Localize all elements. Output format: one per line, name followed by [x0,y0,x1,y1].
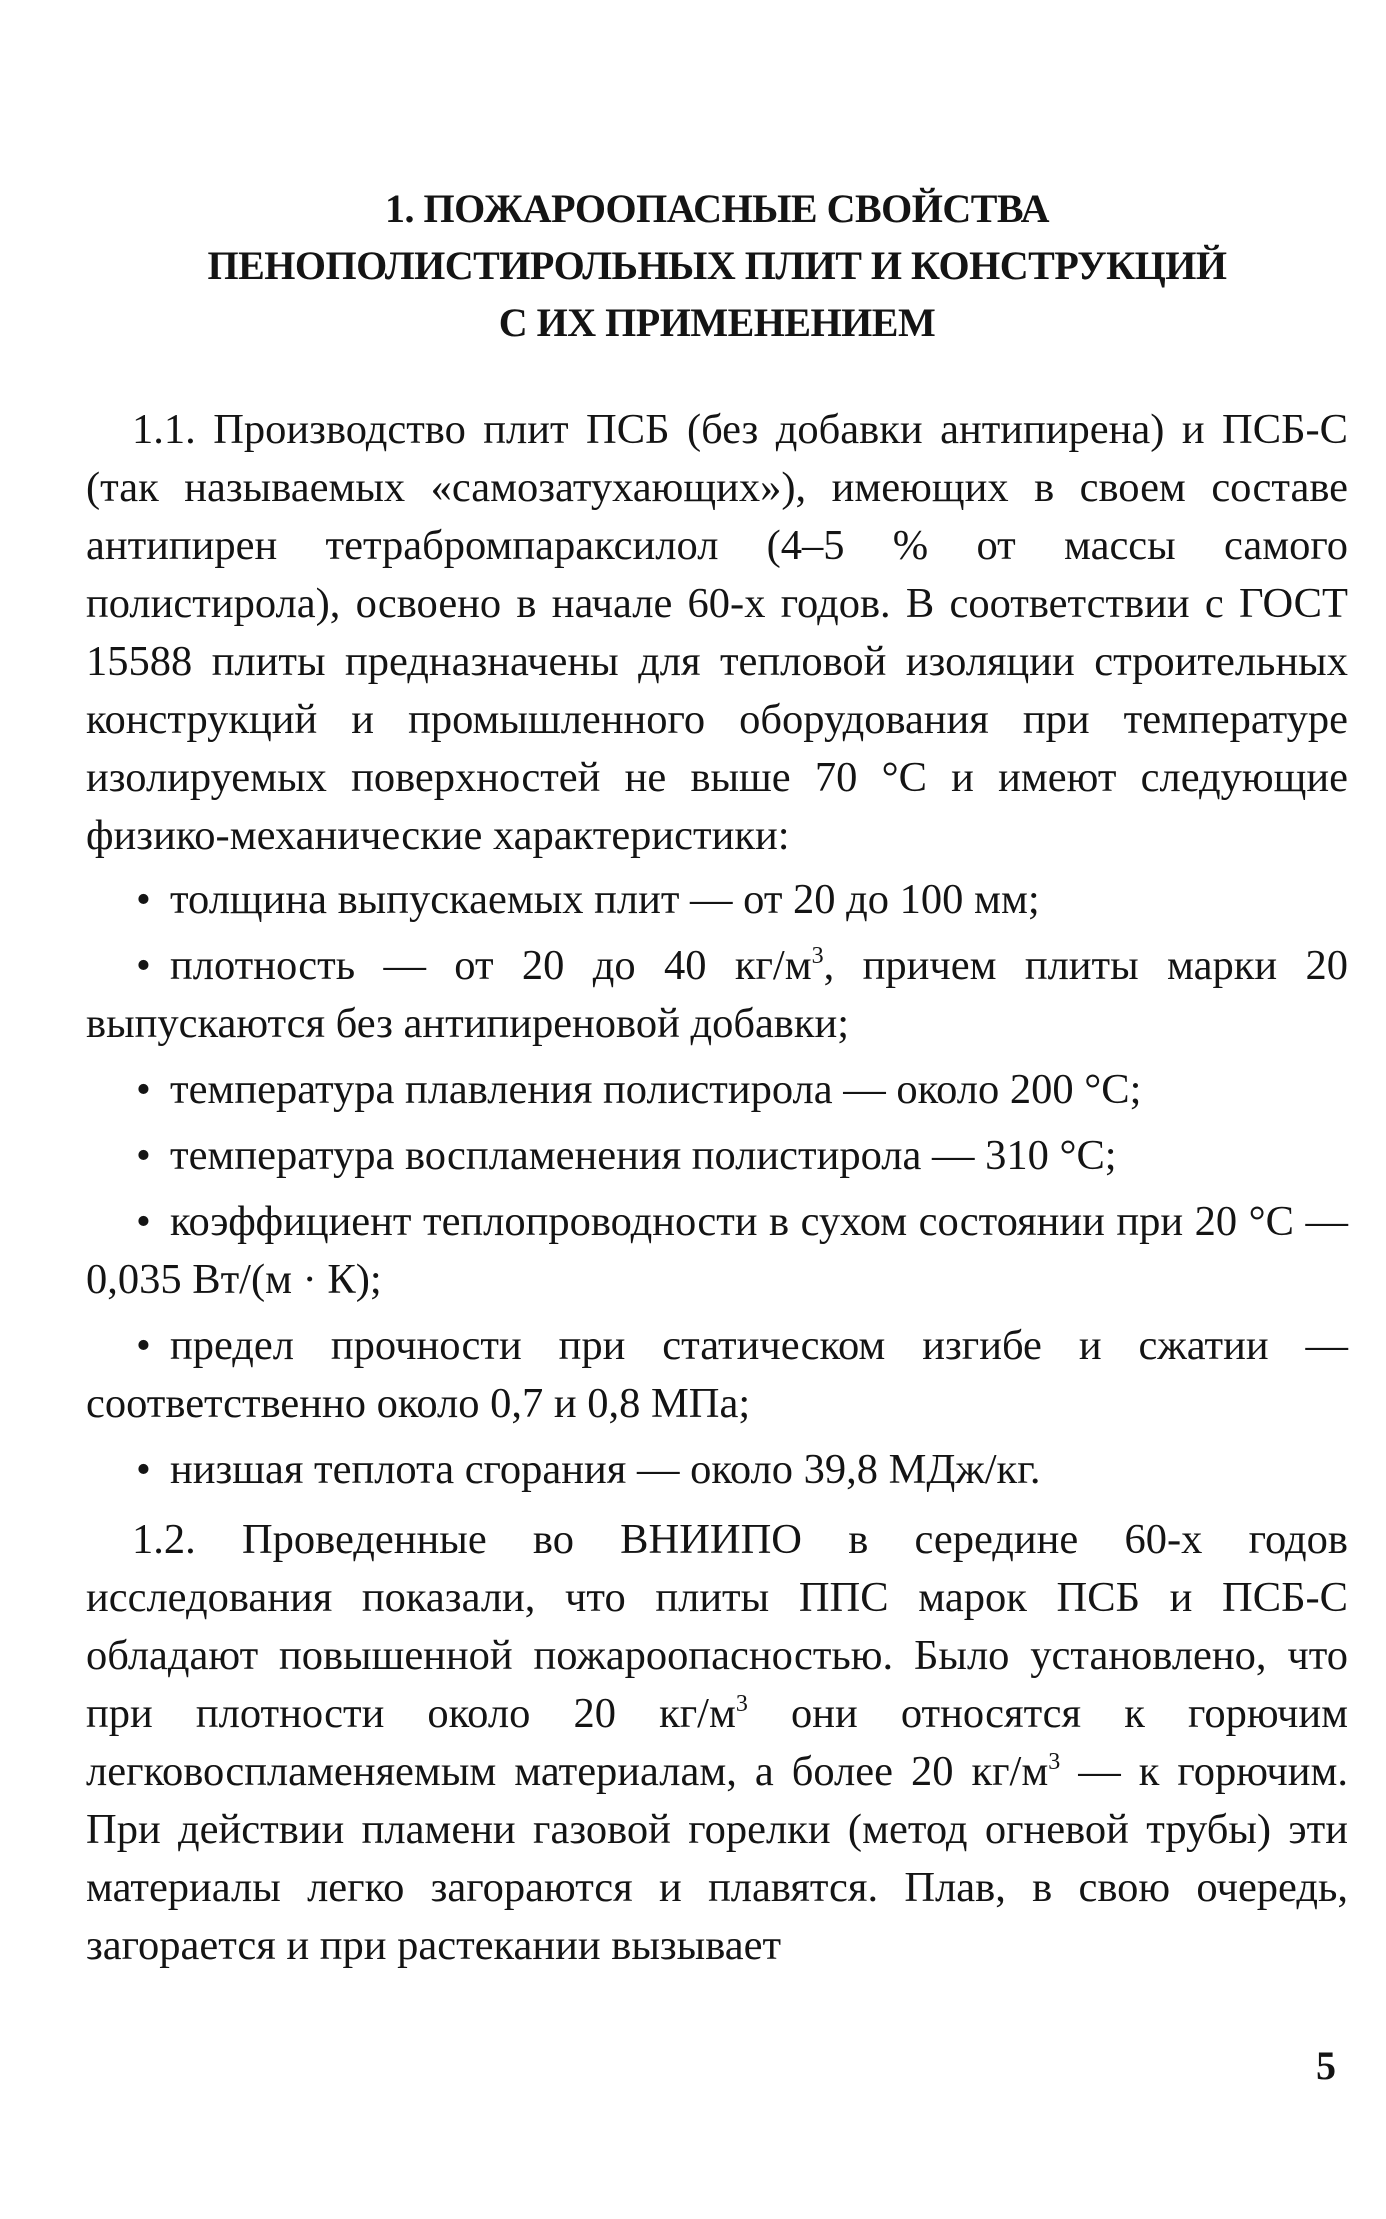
list-item-text: температура плавления полистирола — около 200 °С; [170,1066,1142,1113]
bullet-icon: • [136,1198,151,1245]
list-item [86,871,1348,929]
heading-line-1: 1. ПОЖАРООПАСНЫЕ СВОЙСТВА [385,186,1049,231]
list-item-text: , причем плиты марки 20 выпускаются без антипиреновой добавки; [86,942,1348,1047]
bullet-icon: • [136,876,151,923]
bullet-icon: • [136,1066,151,1113]
chapter-heading [86,180,1348,351]
document-page [86,180,1348,1975]
bullet-icon: • [136,1322,151,1369]
superscript: 3 [1048,1749,1061,1775]
paragraph-1-1: 1.1. Производство плит ПСБ (без добавки антипирена) и ПСБ-С (так называемых «самозатухающих»), имеющих в своем составе антипирен тетрабромпараксилол (4–5 % от массы самого полистирола), освоено в начале 60-х годов. В соответствии с ГОСТ 15588 плиты предназначены для тепловой изоляции строительных конструкций и промышленного оборудования при температуре изолируемых поверхностей не выше 70 °С и имеют следующие физико-механические характеристики: [86,406,1348,859]
list-item-text: низшая теплота сгорания — около 39,8 МДж/кг. [170,1446,1041,1493]
superscript: 3 [735,1691,748,1717]
list-item [86,1193,1348,1309]
list-item-text: коэффициент теплопроводности в сухом состоянии при 20 °С — 0,035 Вт/(м · К); [86,1198,1348,1303]
paragraph-text: 1.2. Проведенные во ВНИИПО в середине 60-х годов исследования показали, что плиты ППС марок ПСБ и ПСБ-С обладают повышенной пожароопасностью. Было установлено, что при плотности около 20 кг/м [86,1516,1348,1737]
list-item-text: температура воспламенения полистирола — 310 °С; [170,1132,1117,1179]
characteristics-list [86,871,1348,1499]
list-item [86,1127,1348,1185]
list-item-text: плотность — от 20 до 40 кг/м [170,942,812,989]
list-item [86,1441,1348,1499]
list-item-text: предел прочности при статическом изгибе и сжатии — соответственно около 0,7 и 0,8 МПа; [86,1322,1348,1427]
bullet-icon: • [136,942,151,989]
list-item [86,1061,1348,1119]
list-item-text: толщина выпускаемых плит — от 20 до 100 мм; [170,876,1040,923]
page-number: 5 [1316,2043,1336,2088]
heading-line-3: С ИХ ПРИМЕНЕНИЕМ [498,300,936,345]
list-item [86,937,1348,1053]
paragraph-text: они относятся к горючим легковоспламеняемым материалам, а более 20 кг/м [86,1690,1348,1795]
heading-line-2: ПЕНОПОЛИСТИРОЛЬНЫХ ПЛИТ И КОНСТРУКЦИЙ [207,243,1227,288]
superscript: 3 [811,943,824,969]
paragraph-text: — к горючим. При действии пламени газовой горелки (метод огневой трубы) эти материалы легко загораются и плавятся. Плав, в свою очередь, загорается и при растекании вызывает [86,1748,1348,1969]
bullet-icon: • [136,1132,151,1179]
paragraph-1-2 [86,1511,1348,1975]
list-item [86,1317,1348,1433]
bullet-icon: • [136,1446,151,1493]
